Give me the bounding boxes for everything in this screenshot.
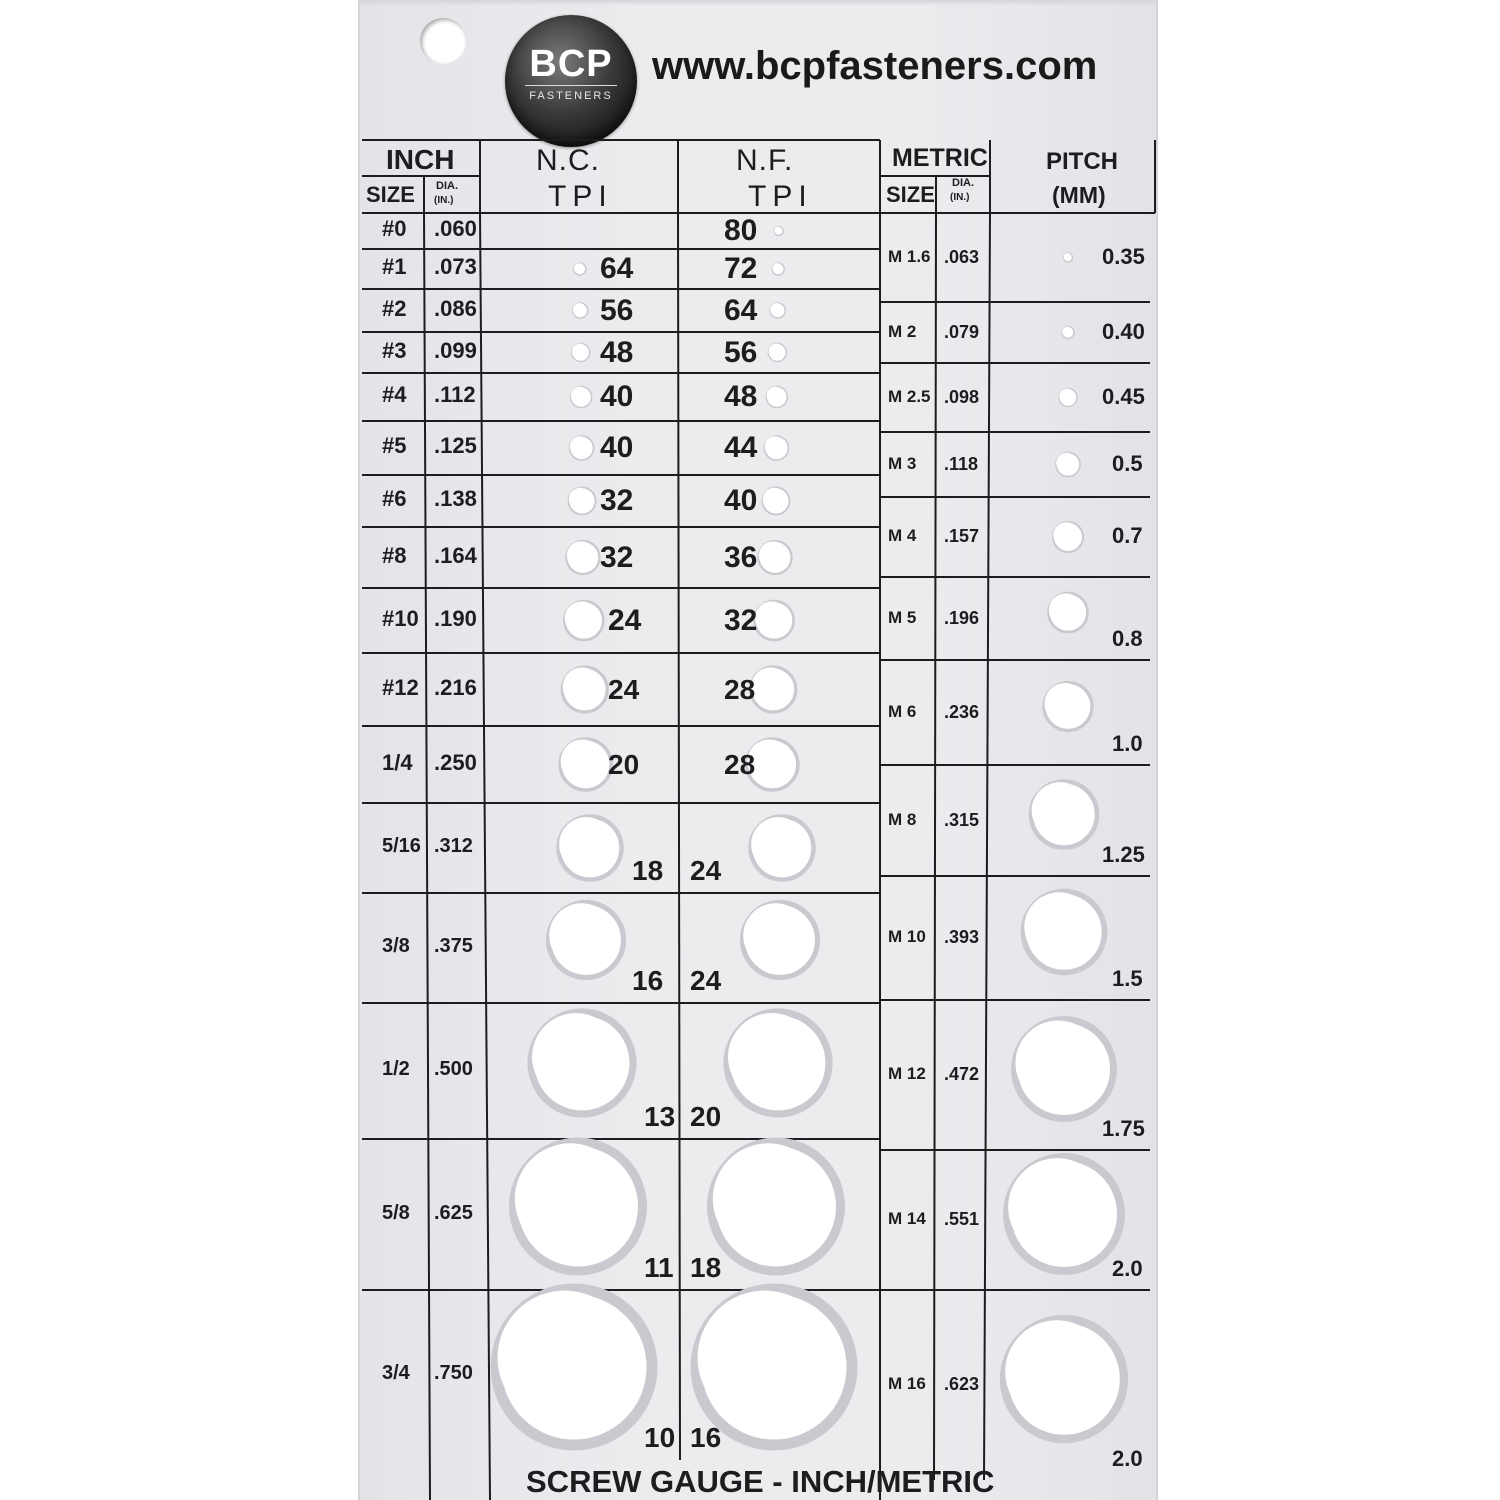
nf-hole-bore bbox=[767, 387, 785, 405]
pitch-label: 2.0 bbox=[1112, 1446, 1143, 1471]
logo-subtext: FASTENERS bbox=[529, 90, 613, 102]
nc-hole-bore bbox=[549, 903, 614, 968]
nc-hole-bore bbox=[563, 667, 602, 706]
header-pitch-unit: (MM) bbox=[1052, 182, 1106, 208]
inch-dia-cell: .750 bbox=[434, 1362, 473, 1384]
inch-dia-cell: .164 bbox=[434, 542, 477, 568]
pitch-hole-bore bbox=[1032, 782, 1089, 839]
nc-tpi-label: 18 bbox=[632, 855, 664, 886]
metric-size-cell: M 2.5 bbox=[888, 386, 931, 406]
metric-dia-cell: .063 bbox=[944, 246, 980, 267]
header-metric-dia-unit: (IN.) bbox=[950, 192, 970, 203]
nc-hole-bore bbox=[570, 436, 591, 457]
nf-hole-bore bbox=[713, 1143, 824, 1254]
nf-hole-bore bbox=[751, 667, 790, 706]
inch-size-cell: 5/16 bbox=[382, 835, 421, 857]
header-nf: N.F. bbox=[736, 144, 794, 177]
inch-size-cell: #1 bbox=[382, 254, 407, 279]
pitch-hole-bore bbox=[1008, 1158, 1106, 1256]
header-nf-tpi: TPI bbox=[748, 180, 813, 213]
nf-hole-bore bbox=[751, 817, 805, 871]
pitch-hole-bore bbox=[1049, 593, 1083, 627]
metric-dia-cell: .393 bbox=[944, 927, 980, 947]
header-metric: METRIC bbox=[892, 144, 988, 172]
pitch-hole-bore bbox=[1053, 522, 1079, 548]
nc-tpi-label: 40 bbox=[600, 431, 634, 464]
nf-tpi-label: 64 bbox=[724, 293, 758, 327]
nc-tpi-label: 24 bbox=[608, 603, 642, 637]
inch-size-cell: 1/2 bbox=[382, 1058, 410, 1080]
nc-hole-bore bbox=[574, 263, 584, 273]
inch-dia-cell: .625 bbox=[434, 1201, 473, 1224]
inch-size-cell: 5/8 bbox=[382, 1201, 410, 1224]
nf-tpi-label: 18 bbox=[690, 1252, 722, 1283]
nc-hole-bore bbox=[567, 541, 595, 569]
nf-tpi-label: 40 bbox=[724, 484, 758, 517]
nc-hole-bore bbox=[515, 1143, 626, 1254]
metric-dia-cell: .551 bbox=[944, 1209, 980, 1229]
nf-hole-bore bbox=[772, 263, 782, 273]
inch-size-cell: #5 bbox=[382, 433, 407, 458]
nf-hole-bore bbox=[770, 303, 783, 316]
pitch-hole-bore bbox=[1044, 683, 1085, 724]
header-pitch: PITCH bbox=[1046, 148, 1118, 175]
pitch-label: 0.8 bbox=[1112, 626, 1143, 651]
header-inch-dia-unit: (IN.) bbox=[434, 195, 454, 206]
inch-dia-cell: .190 bbox=[434, 605, 477, 631]
nf-tpi-label: 32 bbox=[724, 603, 758, 637]
pitch-hole-bore bbox=[1015, 1020, 1100, 1105]
metric-size-cell: M 3 bbox=[888, 453, 917, 473]
nf-hole-bore bbox=[698, 1291, 832, 1425]
inch-size-cell: #3 bbox=[382, 337, 407, 363]
inch-nc-nf-line bbox=[678, 213, 680, 1460]
pitch-hole-bore bbox=[1024, 892, 1094, 962]
nf-hole-bore bbox=[755, 601, 789, 635]
inch-dia-cell: .250 bbox=[434, 749, 477, 775]
header-inch-size: SIZE bbox=[366, 182, 415, 207]
metric-size-cell: M 4 bbox=[888, 526, 917, 545]
metric-dia-cell: .157 bbox=[944, 526, 980, 546]
nc-tpi-label: 16 bbox=[632, 965, 664, 996]
metric-size-cell: M 1.6 bbox=[888, 246, 931, 266]
nf-tpi-label: 16 bbox=[690, 1422, 722, 1453]
pitch-label: 0.35 bbox=[1102, 243, 1145, 269]
pitch-label: 0.45 bbox=[1102, 383, 1145, 409]
nf-hole-bore bbox=[774, 227, 782, 235]
inch-dia-cell: .086 bbox=[434, 295, 477, 321]
metric-size-cell: M 16 bbox=[888, 1374, 926, 1393]
pitch-hole-bore bbox=[1062, 327, 1072, 337]
nf-tpi-label: 24 bbox=[690, 965, 722, 996]
metric-dia-cell: .236 bbox=[944, 701, 980, 722]
nf-tpi-label: 48 bbox=[724, 380, 758, 413]
metric-dia-cell: .315 bbox=[944, 809, 980, 830]
metric-dia-cell: .098 bbox=[944, 386, 980, 407]
pitch-label: 0.5 bbox=[1112, 450, 1143, 476]
nc-tpi-label: 32 bbox=[600, 484, 634, 517]
inch-dia-cell: .112 bbox=[434, 382, 476, 407]
nf-tpi-label: 36 bbox=[724, 540, 758, 574]
inch-size-cell: 1/4 bbox=[382, 749, 413, 775]
nf-hole-bore bbox=[765, 436, 786, 457]
nf-hole-bore bbox=[728, 1013, 816, 1101]
inch-size-cell: #10 bbox=[382, 605, 419, 631]
pitch-label: 0.40 bbox=[1102, 318, 1145, 344]
metric-size-cell: M 12 bbox=[888, 1064, 926, 1083]
nc-tpi-label: 40 bbox=[600, 380, 634, 413]
nc-hole-bore bbox=[561, 740, 605, 784]
metric-dia-cell: .623 bbox=[944, 1374, 980, 1394]
header-metric-dia: DIA. bbox=[952, 177, 974, 189]
nf-hole-bore bbox=[763, 488, 786, 511]
inch-size-cell: #0 bbox=[382, 216, 407, 241]
pitch-hole-bore bbox=[1064, 253, 1072, 261]
website-url: www.bcpfasteners.com bbox=[652, 44, 1098, 88]
nf-tpi-label: 20 bbox=[690, 1101, 722, 1132]
metric-size-cell: M 5 bbox=[888, 607, 917, 627]
inch-dia-cell: .216 bbox=[434, 674, 477, 700]
inch-dia-cell: .073 bbox=[434, 254, 477, 279]
metric-dia-cell: .079 bbox=[944, 321, 980, 342]
pitch-label: 2.0 bbox=[1112, 1256, 1143, 1281]
nc-hole-bore bbox=[571, 387, 589, 405]
pitch-label: 1.0 bbox=[1112, 731, 1143, 756]
inch-dia-cell: .312 bbox=[434, 835, 473, 857]
logo-text: BCP bbox=[529, 43, 613, 85]
pitch-hole-bore bbox=[1005, 1320, 1108, 1423]
inch-dia-cell: .099 bbox=[434, 337, 477, 363]
inch-dia-nc-line bbox=[480, 213, 490, 1500]
nc-tpi-label: 48 bbox=[600, 335, 634, 369]
header-nc: N.C. bbox=[536, 144, 600, 177]
inch-size-dia-line bbox=[424, 213, 430, 1500]
nf-tpi-label: 44 bbox=[724, 431, 758, 464]
nf-tpi-label: 28 bbox=[724, 673, 756, 705]
pitch-label: 1.5 bbox=[1112, 966, 1143, 991]
pitch-label: 0.7 bbox=[1112, 523, 1143, 548]
nc-hole-bore bbox=[572, 344, 587, 359]
metric-size-cell: M 10 bbox=[888, 927, 926, 946]
inch-dia-cell: .375 bbox=[434, 935, 473, 957]
metric-size-cell: M 6 bbox=[888, 701, 917, 721]
inch-size-cell: #8 bbox=[382, 542, 407, 568]
metric-size-cell: M 2 bbox=[888, 321, 917, 341]
nc-hole-bore bbox=[532, 1013, 620, 1101]
nc-tpi-label: 56 bbox=[600, 293, 634, 327]
inch-size-cell: #6 bbox=[382, 486, 407, 511]
nc-tpi-label: 32 bbox=[600, 540, 634, 574]
gauge-footer-title: SCREW GAUGE - INCH/METRIC bbox=[526, 1464, 995, 1499]
inch-size-cell: #12 bbox=[382, 674, 419, 700]
inch-dia-cell: .138 bbox=[434, 486, 477, 511]
nf-tpi-label: 72 bbox=[724, 252, 758, 285]
nf-tpi-label: 56 bbox=[724, 335, 758, 369]
pitch-hole-bore bbox=[1059, 389, 1074, 404]
metric-dia-cell: .472 bbox=[944, 1064, 980, 1084]
inch-size-cell: #4 bbox=[382, 382, 407, 407]
nf-hole-bore bbox=[768, 344, 783, 359]
inch-dia-cell: .060 bbox=[434, 216, 477, 241]
nc-tpi-label: 10 bbox=[644, 1422, 676, 1453]
metric-size-cell: M 8 bbox=[888, 809, 917, 829]
nf-hole-bore bbox=[759, 541, 787, 569]
inch-dia-cell: .125 bbox=[434, 433, 477, 458]
nf-tpi-label: 28 bbox=[724, 748, 756, 780]
header-inch-dia: DIA. bbox=[436, 180, 458, 192]
nc-hole-bore bbox=[498, 1291, 632, 1425]
nf-hole-bore bbox=[743, 903, 808, 968]
nc-tpi-label: 24 bbox=[608, 673, 640, 705]
header-metric-size: SIZE bbox=[886, 182, 935, 207]
inch-size-cell: 3/8 bbox=[382, 935, 410, 957]
nc-hole-bore bbox=[569, 488, 592, 511]
nc-hole-bore bbox=[559, 817, 613, 871]
pitch-label: 1.75 bbox=[1102, 1116, 1145, 1141]
inch-dia-cell: .500 bbox=[434, 1058, 473, 1080]
nc-hole-bore bbox=[573, 303, 586, 316]
nc-hole-bore bbox=[565, 601, 599, 635]
nc-tpi-label: 11 bbox=[644, 1252, 674, 1283]
metric-dia-cell: .196 bbox=[944, 607, 980, 628]
metric-dia-cell: .118 bbox=[944, 453, 979, 474]
pitch-label: 1.25 bbox=[1102, 842, 1145, 867]
header-inch: INCH bbox=[386, 144, 455, 175]
pitch-hole-bore bbox=[1056, 453, 1077, 474]
inch-size-cell: #2 bbox=[382, 295, 407, 321]
metric-size-cell: M 14 bbox=[888, 1209, 926, 1228]
header-nc-tpi: TPI bbox=[548, 180, 613, 213]
nf-tpi-label: 24 bbox=[690, 855, 722, 886]
nc-tpi-label: 64 bbox=[600, 252, 634, 285]
nc-tpi-label: 20 bbox=[608, 748, 640, 780]
inch-size-cell: 3/4 bbox=[382, 1362, 410, 1384]
nf-tpi-label: 80 bbox=[724, 214, 758, 247]
nc-tpi-label: 13 bbox=[644, 1101, 676, 1132]
